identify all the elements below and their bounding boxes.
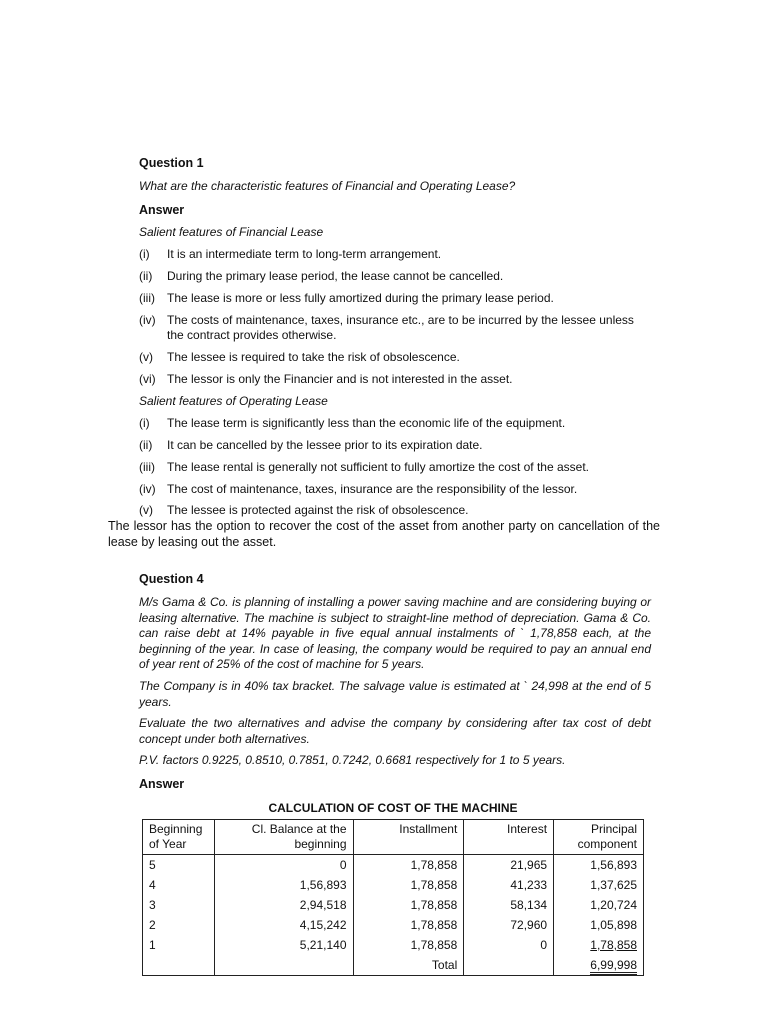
cell-year: 3 (143, 895, 215, 915)
cell-balance: 0 (214, 855, 353, 876)
cell-interest: 21,965 (464, 855, 554, 876)
table-row (143, 935, 644, 955)
item-text: The lessee is required to take the risk of obsolescence. (167, 350, 460, 364)
question-4-paragraph-3: Evaluate the two alternatives and advise the company by considering after tax cost of debt concept under both alternatives. (139, 716, 651, 746)
item-text: The lessor is only the Financier and is not interested in the asset. (167, 372, 513, 386)
cell-year: 4 (143, 875, 215, 895)
item-text: The costs of maintenance, taxes, insurance etc., are to be incurred by the lessee unless the contract provides otherwise. (167, 313, 634, 342)
total-label: Total (353, 955, 464, 976)
header-installment: Installment (353, 820, 464, 855)
item-number: (iv) (139, 482, 156, 496)
question-4-paragraph-2: The Company is in 40% tax bracket. The salvage value is estimated at ` 24,998 at the end of 5 years. (139, 679, 651, 709)
machine-cost-table (142, 819, 644, 976)
item-text: The lease rental is generally not sufficient to fully amortize the cost of the asset. (167, 460, 589, 474)
question-4-paragraph-4: P.V. factors 0.9225, 0.8510, 0.7851, 0.7242, 0.6681 respectively for 1 to 5 years. (139, 753, 566, 767)
principal-underlined: 1,78,858 (590, 938, 637, 952)
cell-empty (464, 955, 554, 976)
question-4-heading: Question 4 (139, 572, 204, 586)
cell-balance: 1,56,893 (214, 875, 353, 895)
answer-1-heading: Answer (139, 203, 185, 217)
item-text: The cost of maintenance, taxes, insurance are the responsibility of the lessor. (167, 482, 578, 496)
cell-principal: 1,56,893 (554, 855, 644, 876)
table-row (143, 895, 644, 915)
cell-interest: 72,960 (464, 915, 554, 935)
cell-empty (214, 955, 353, 976)
cell-principal: 1,05,898 (554, 915, 644, 935)
item-number: (ii) (139, 438, 153, 452)
header-year: Beginning of Year (143, 820, 215, 855)
cell-installment: 1,78,858 (353, 875, 464, 895)
cell-year: 5 (143, 855, 215, 876)
item-text: The lease is more or less fully amortized during the primary lease period. (167, 291, 554, 305)
cell-installment: 1,78,858 (353, 915, 464, 935)
table-header-row (143, 820, 644, 855)
financial-item (139, 350, 659, 365)
total-value: 6,99,998 (590, 958, 637, 975)
total-value-cell (554, 955, 644, 976)
question-1-heading: Question 1 (139, 156, 204, 170)
header-interest: Interest (464, 820, 554, 855)
operating-item (139, 416, 659, 431)
financial-item (139, 372, 659, 387)
operating-item (139, 503, 659, 518)
question-4-paragraph-1: M/s Gama & Co. is planning of installing a power saving machine and are considering buying or leasing alternative. The machine is subject to straight-line method of depreciation. Gama & Co. can raise debt at 14% payable in five equal annual instalments of ` 1,78,858 each, at the beginning of the year. In case of leasing, the company would be required to pay an annual end of year rent of 25% of the cost of machine for 5 years. (139, 595, 651, 671)
question-1-text: What are the characteristic features of Financial and Operating Lease? (139, 179, 516, 193)
cell-balance: 2,94,518 (214, 895, 353, 915)
cell-principal (554, 935, 644, 955)
financial-item (139, 247, 659, 262)
closing-paragraph: The lessor has the option to recover the cost of the asset from another party on cancellation of the lease by leasing out the asset. (108, 519, 660, 549)
table-row (143, 875, 644, 895)
financial-item (139, 313, 659, 343)
cell-year: 1 (143, 935, 215, 955)
cell-principal: 1,20,724 (554, 895, 644, 915)
header-principal: Principal component (554, 820, 644, 855)
operating-lease-title: Salient features of Operating Lease (139, 394, 328, 408)
cell-interest: 41,233 (464, 875, 554, 895)
item-number: (v) (139, 503, 153, 517)
item-number: (ii) (139, 269, 153, 283)
cell-balance: 4,15,242 (214, 915, 353, 935)
cell-installment: 1,78,858 (353, 855, 464, 876)
answer-4-heading: Answer (139, 777, 185, 791)
item-text: During the primary lease period, the lease cannot be cancelled. (167, 269, 504, 283)
financial-item (139, 291, 659, 306)
item-number: (i) (139, 247, 150, 261)
item-number: (v) (139, 350, 153, 364)
item-text: The lessee is protected against the risk of obsolescence. (167, 503, 469, 517)
cell-principal: 1,37,625 (554, 875, 644, 895)
cell-installment: 1,78,858 (353, 935, 464, 955)
table-title: CALCULATION OF COST OF THE MACHINE (268, 801, 518, 815)
item-text: The lease term is significantly less than the economic life of the equipment. (167, 416, 566, 430)
cell-balance: 5,21,140 (214, 935, 353, 955)
operating-item (139, 438, 659, 453)
operating-item (139, 482, 659, 497)
item-text: It can be cancelled by the lessee prior to its expiration date. (167, 438, 483, 452)
cell-installment: 1,78,858 (353, 895, 464, 915)
item-number: (i) (139, 416, 150, 430)
financial-lease-title: Salient features of Financial Lease (139, 225, 324, 239)
cell-empty (143, 955, 215, 976)
financial-item (139, 269, 659, 284)
header-balance: Cl. Balance at the beginning (214, 820, 353, 855)
cell-year: 2 (143, 915, 215, 935)
table-row (143, 855, 644, 876)
item-text: It is an intermediate term to long-term arrangement. (167, 247, 442, 261)
cell-interest: 58,134 (464, 895, 554, 915)
cell-interest: 0 (464, 935, 554, 955)
table-total-row (143, 955, 644, 976)
item-number: (vi) (139, 372, 156, 386)
item-number: (iii) (139, 460, 155, 474)
item-number: (iii) (139, 291, 155, 305)
table-row (143, 915, 644, 935)
item-number: (iv) (139, 313, 156, 327)
operating-item (139, 460, 659, 475)
